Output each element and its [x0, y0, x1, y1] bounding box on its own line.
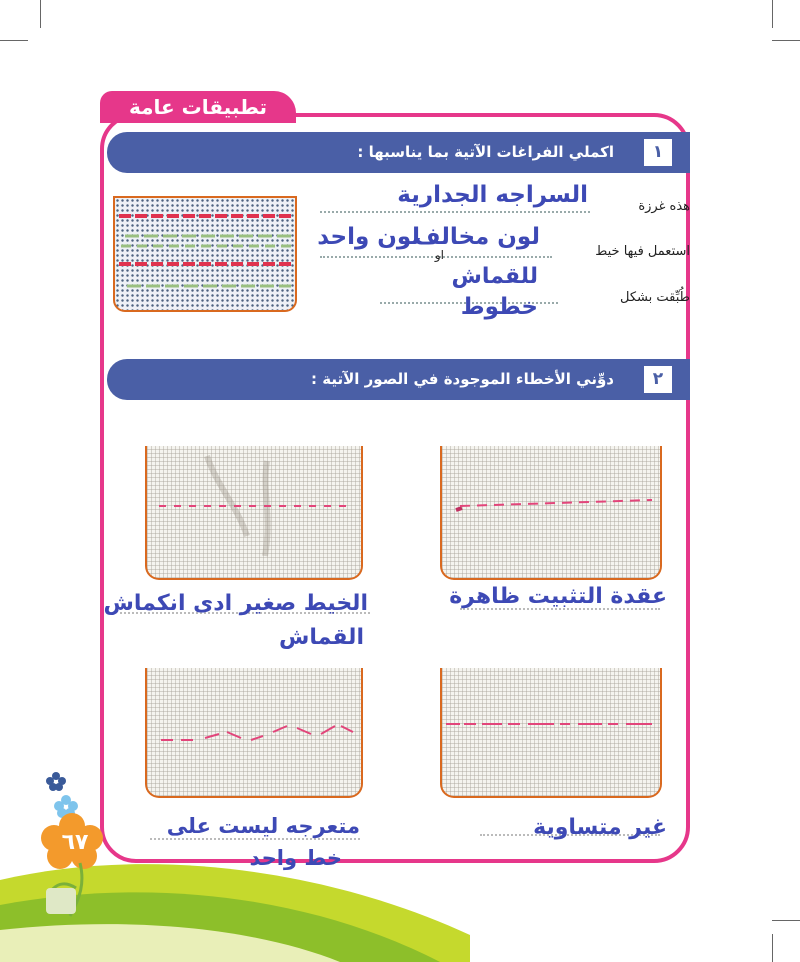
crop-mark — [40, 0, 41, 28]
crop-mark — [772, 40, 800, 41]
crop-mark — [772, 0, 773, 28]
fabric-image-uneven — [440, 668, 662, 798]
section1-number: ١ — [644, 139, 672, 166]
row2-answer-a: لون مخالف — [413, 224, 540, 250]
fabric-image-puckered — [145, 446, 363, 580]
section-tab-title: تطبيقات عامة — [100, 91, 296, 123]
row2-connector: او — [434, 248, 444, 262]
row2-answer-b: لون واحد — [317, 224, 420, 250]
section2-instruction: دوِّني الأخطاء الموجودة في الصور الآتية : — [311, 370, 614, 388]
stitch-lines — [147, 446, 363, 580]
stitch-lines — [442, 446, 662, 580]
section2-instruction-bar — [107, 359, 690, 400]
section1-instruction-bar — [107, 132, 690, 173]
crop-mark — [0, 40, 28, 41]
row1-answer: السراجه الجدارية — [397, 182, 588, 208]
answer-bottom-right: غير متساوية — [533, 815, 667, 840]
row3-answer: خطوط — [460, 294, 538, 320]
answer-top-left-line2: القماش — [278, 625, 364, 650]
answer-top-right: عقدة التثبيت ظاهرة — [449, 584, 667, 609]
section1-instruction: اكملي الفراغات الآتية بما يناسبها : — [357, 143, 614, 161]
answer-bottom-left-line1: متعرجه ليست على — [166, 814, 360, 838]
fabric-image-zigzag — [145, 668, 363, 798]
fabric-image-visible-knot — [440, 446, 662, 580]
answer-top-left-line1: الخيط صغير ادى انكماش — [103, 591, 368, 616]
row3-label: طُبِّقت بشكل — [620, 290, 690, 305]
section2-number: ٢ — [644, 366, 672, 393]
stitch-lines — [115, 198, 297, 312]
row2-label: استعمل فيها خيط — [595, 244, 690, 259]
answer-bottom-left-line2: خط واحد — [249, 846, 342, 870]
page-number: ٦٧ — [61, 830, 89, 855]
stitch-lines — [147, 668, 363, 798]
row1-label: هذه غرزة — [638, 199, 690, 214]
stitch-lines — [442, 668, 662, 798]
stitch-sample-image — [113, 196, 297, 312]
row1-blank — [320, 211, 590, 213]
row2-answer-c: للقماش — [451, 264, 538, 289]
answer-blank — [150, 838, 360, 840]
